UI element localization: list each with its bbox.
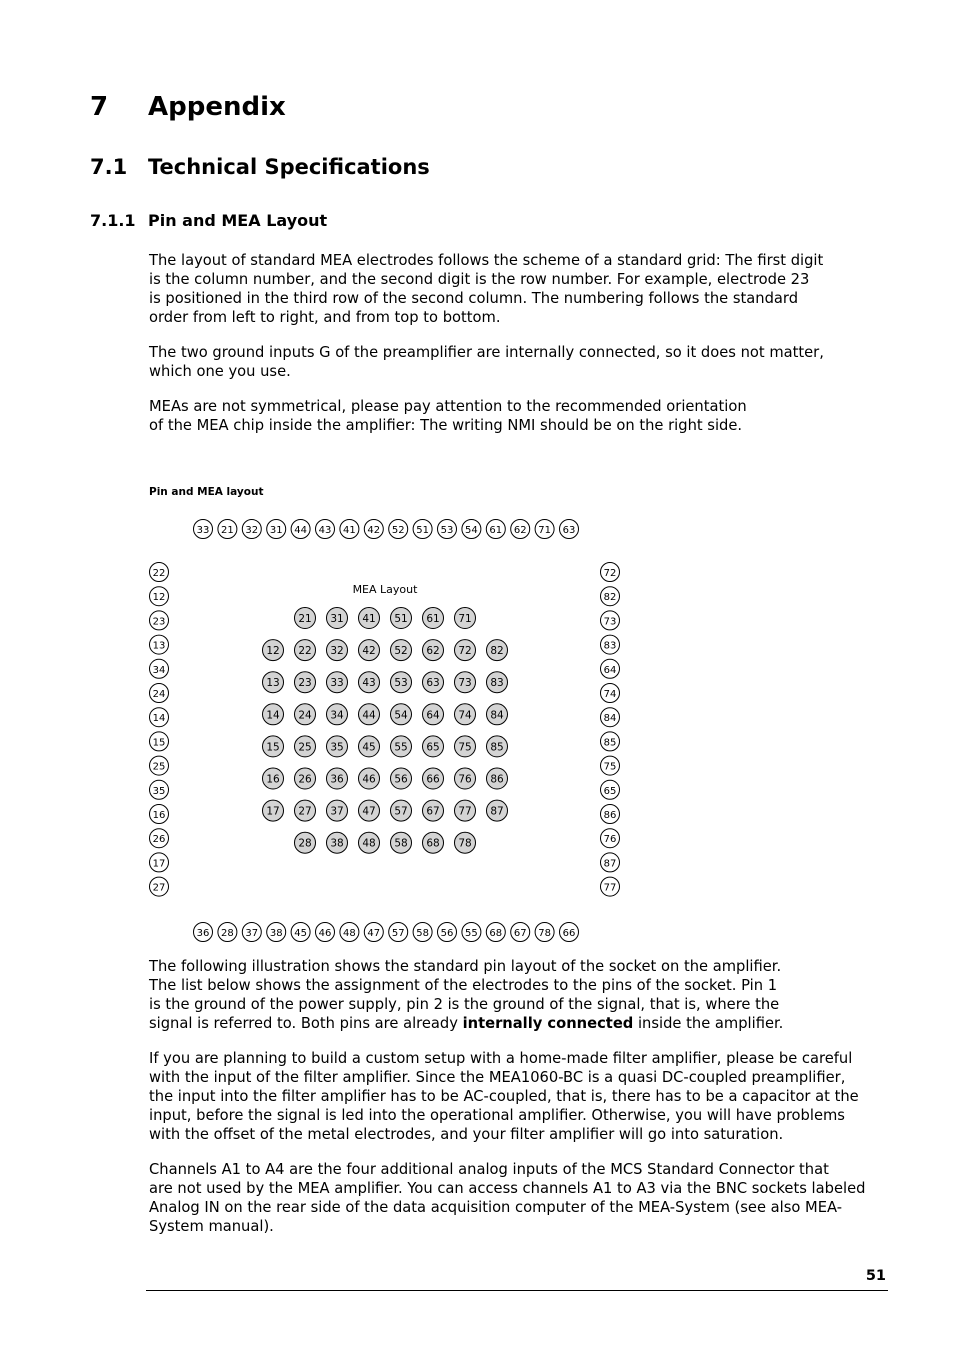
mea-electrode (263, 800, 284, 821)
left-socket-pin (150, 684, 169, 703)
pin-label: 61 (489, 525, 503, 536)
bottom-socket-pin (194, 923, 213, 942)
top-socket-pin (560, 520, 579, 539)
mea-electrode (359, 800, 380, 821)
pin-label: 34 (330, 709, 344, 722)
pin-label: 72 (458, 645, 472, 658)
pin-label: 31 (269, 525, 283, 536)
pin-label: 25 (152, 761, 166, 773)
pin-label: 47 (367, 928, 381, 939)
pin-label: 86 (490, 773, 504, 786)
text-line: input, before the signal is led into the operational amplifier. Otherwise, you will have problems (149, 1107, 845, 1124)
section-number: 7.1 (90, 155, 128, 179)
left-socket-pin (150, 708, 169, 727)
pin-label: 63 (562, 525, 576, 536)
mea-electrode (487, 672, 508, 693)
pin-label: 76 (603, 834, 617, 846)
top-socket-pin (291, 520, 310, 539)
pin-label: 17 (266, 805, 280, 818)
paragraph-socket-pins (149, 957, 879, 1033)
pin-label: 45 (294, 928, 307, 939)
mea-electrode (455, 800, 476, 821)
pin-label: 38 (330, 837, 344, 850)
top-socket-pin (486, 520, 505, 539)
mea-electrode (263, 736, 284, 757)
right-socket-pin (601, 732, 620, 751)
mea-electrode (263, 672, 284, 693)
pin-label: 44 (362, 709, 376, 722)
text-line: with the input of the filter amplifier. Since the MEA1060-BC is a quasi DC-coupled preamplifier, (149, 1069, 846, 1086)
mea-electrode (295, 640, 316, 661)
pin-label: 42 (367, 525, 381, 536)
pin-label: 25 (298, 741, 312, 754)
pin-label: 82 (603, 592, 617, 604)
pin-label: 73 (603, 616, 617, 628)
right-socket-pin (601, 708, 620, 727)
text-line: Channels A1 to A4 are the four additional analog inputs of the MCS Standard Connector that (149, 1161, 829, 1178)
pin-label: 17 (152, 858, 166, 870)
pin-label: 58 (416, 928, 429, 939)
mea-electrode (327, 768, 348, 789)
mea-electrode (487, 768, 508, 789)
pin-label: 82 (490, 645, 504, 658)
text-line: The list below shows the assignment of the electrodes to the pins of the socket. Pin 1 (149, 977, 778, 994)
text-line (149, 1014, 879, 1033)
pin-label: 86 (603, 810, 617, 821)
mea-electrode (327, 640, 348, 661)
mea-electrode (455, 672, 476, 693)
pin-label: 84 (603, 713, 617, 725)
pin-label: 24 (298, 709, 312, 722)
text-line: of the MEA chip inside the amplifier: The writing NMI should be on the right side. (149, 417, 743, 434)
paragraph-analog-channels (149, 1160, 879, 1236)
bottom-socket-pin (316, 923, 335, 942)
pin-label: 34 (152, 664, 166, 676)
pin-label: 36 (196, 928, 210, 939)
left-socket-pin (150, 756, 169, 775)
mea-electrode (263, 768, 284, 789)
pin-label: 16 (266, 773, 280, 786)
left-socket-pin (150, 805, 169, 824)
pin-label: 21 (221, 525, 234, 536)
text-line: The two ground inputs G of the preamplifier are internally connected, so it does not matter, (149, 344, 824, 361)
text-line: The layout of standard MEA electrodes follows the scheme of a standard grid: The first digit (149, 252, 824, 269)
pin-label: 63 (426, 677, 440, 690)
pin-label: 73 (458, 677, 472, 690)
pin-label: 76 (458, 773, 472, 786)
mea-electrode (295, 832, 316, 853)
right-socket-pin (601, 587, 620, 606)
pin-label: 27 (298, 805, 312, 818)
right-socket-pin (601, 659, 620, 678)
pin-label: 87 (490, 805, 504, 818)
mea-electrode (391, 640, 412, 661)
pin-label: 62 (426, 645, 440, 658)
pin-label: 35 (152, 785, 166, 797)
mea-electrode (327, 736, 348, 757)
pin-label: 78 (458, 837, 472, 850)
left-socket-pin (150, 877, 169, 896)
pin-label: 32 (330, 645, 344, 658)
pin-label: 23 (298, 677, 312, 690)
left-socket-pin (150, 611, 169, 630)
bottom-socket-pin (413, 923, 432, 942)
mea-electrode (327, 672, 348, 693)
pin-label: 56 (440, 928, 454, 939)
text-line: which one you use. (149, 363, 291, 380)
pin-label: 61 (426, 613, 440, 625)
mea-electrode (487, 640, 508, 661)
pin-label: 75 (603, 761, 617, 773)
mea-electrode (359, 704, 380, 725)
top-socket-pin (438, 520, 457, 539)
left-socket-pin (150, 780, 169, 799)
pin-label: 77 (458, 805, 472, 818)
paragraph-orientation (149, 397, 879, 435)
right-socket-pin (601, 877, 620, 896)
section-title: Technical Specifications (148, 155, 430, 179)
left-socket-pin (150, 732, 169, 751)
pin-label: 52 (391, 525, 405, 536)
mea-electrode (423, 832, 444, 853)
mea-electrode (359, 672, 380, 693)
section-heading (90, 155, 430, 179)
pin-label: 24 (152, 689, 166, 700)
pin-label: 12 (152, 592, 166, 604)
pin-label: 23 (152, 616, 166, 628)
footer-rule (146, 1290, 888, 1291)
mea-electrode (391, 736, 412, 757)
pin-label: 37 (330, 805, 344, 818)
paragraph-ground-inputs (149, 343, 879, 381)
pin-label: 27 (152, 882, 166, 894)
text-line: is positioned in the third row of the second column. The numbering follows the standard (149, 290, 799, 307)
bottom-socket-pin (535, 923, 554, 942)
pin-label: 58 (394, 837, 408, 850)
pin-label: 65 (426, 741, 440, 754)
right-socket-pin (601, 563, 620, 582)
bottom-socket-pin (340, 923, 359, 942)
pin-label: 64 (426, 709, 440, 722)
chapter-heading (90, 92, 286, 122)
top-socket-pin (511, 520, 530, 539)
left-socket-pin (150, 635, 169, 654)
left-socket-pin (150, 587, 169, 606)
top-socket-pin (316, 520, 335, 539)
bottom-socket-pin (560, 923, 579, 942)
mea-layout-label: MEA Layout (352, 583, 418, 596)
pin-label: 67 (426, 805, 440, 818)
pin-label: 52 (394, 645, 408, 658)
pin-label: 21 (298, 613, 312, 625)
left-socket-pin (150, 829, 169, 848)
pin-label: 33 (196, 525, 210, 536)
mea-electrode (423, 736, 444, 757)
bold-text: internally connected (462, 1015, 634, 1032)
mea-electrode (263, 704, 284, 725)
pin-label: 28 (221, 928, 234, 939)
mea-electrode (455, 704, 476, 725)
pin-label: 13 (152, 640, 166, 652)
pin-label: 67 (513, 928, 527, 939)
pin-label: 43 (318, 525, 332, 536)
top-socket-pin (218, 520, 237, 539)
pin-label: 14 (152, 713, 166, 725)
pin-label: 55 (394, 741, 408, 754)
mea-electrode (295, 608, 316, 629)
mea-electrode (263, 640, 284, 661)
bottom-socket-pin (218, 923, 237, 942)
chapter-title: Appendix (148, 92, 286, 122)
top-socket-pin (535, 520, 554, 539)
pin-label: 35 (330, 741, 344, 754)
mea-electrode (391, 704, 412, 725)
mea-electrode (423, 800, 444, 821)
pin-label: 78 (538, 928, 551, 939)
bottom-socket-pin (242, 923, 261, 942)
pin-label: 84 (490, 709, 504, 722)
mea-electrode (391, 608, 412, 629)
text-segment: inside the amplifier. (633, 1015, 784, 1032)
pin-label: 85 (490, 741, 504, 754)
mea-electrode (295, 768, 316, 789)
text-line: The following illustration shows the standard pin layout of the socket on the amplifier. (149, 958, 782, 975)
text-line: is the column number, and the second digit is the row number. For example, electrode 23 (149, 271, 810, 288)
top-socket-pin (267, 520, 286, 539)
pin-label: 53 (394, 677, 408, 690)
mea-electrode (455, 832, 476, 853)
paragraph-electrode-layout (149, 251, 879, 327)
pin-label: 54 (465, 525, 478, 536)
pin-label: 87 (603, 858, 617, 870)
pin-label: 31 (330, 613, 344, 625)
right-socket-pin (601, 829, 620, 848)
mea-electrode (391, 768, 412, 789)
pin-label: 33 (330, 677, 344, 690)
pin-label: 41 (362, 613, 376, 625)
pin-label: 64 (603, 664, 617, 676)
pin-label: 57 (394, 805, 408, 818)
chapter-number: 7 (90, 92, 109, 122)
mea-electrode (327, 704, 348, 725)
mea-electrode (327, 608, 348, 629)
pin-label: 41 (343, 525, 356, 536)
mea-electrode (391, 672, 412, 693)
pin-label: 37 (245, 928, 259, 939)
pin-label: 38 (269, 928, 283, 939)
mea-electrode (455, 768, 476, 789)
mea-electrode (359, 640, 380, 661)
pin-label: 83 (490, 677, 504, 690)
top-socket-pin (242, 520, 261, 539)
pin-label: 51 (416, 525, 429, 536)
right-socket-pin (601, 780, 620, 799)
pin-label: 68 (426, 837, 440, 850)
bottom-socket-pin (486, 923, 505, 942)
pin-label: 77 (603, 882, 617, 894)
pin-label: 43 (362, 677, 376, 690)
mea-electrode (423, 608, 444, 629)
mea-electrode (359, 608, 380, 629)
text-line: Analog IN on the rear side of the data acquisition computer of the MEA-System (see also MEA- (149, 1199, 843, 1216)
bottom-socket-pin (364, 923, 383, 942)
text-line: System manual). (149, 1218, 274, 1235)
mea-electrode (487, 704, 508, 725)
page-number: 51 (865, 1268, 886, 1284)
pin-label: 71 (538, 525, 551, 536)
mea-electrode (295, 800, 316, 821)
pin-label: 48 (362, 837, 376, 850)
text-line: If you are planning to build a custom setup with a home-made filter amplifier, please be careful (149, 1050, 853, 1067)
pin-label: 85 (603, 737, 617, 749)
pin-label: 75 (458, 741, 472, 754)
right-socket-pin (601, 805, 620, 824)
top-socket-pin (194, 520, 213, 539)
text-line: are not used by the MEA amplifier. You can access channels A1 to A3 via the BNC sockets labeled (149, 1180, 866, 1197)
mea-electrode (391, 832, 412, 853)
top-socket-pin (462, 520, 481, 539)
pin-label: 12 (266, 645, 280, 658)
right-socket-pin (601, 853, 620, 872)
pin-label: 16 (152, 810, 166, 821)
pin-label: 22 (152, 568, 166, 579)
pin-label: 51 (394, 613, 408, 625)
text-line: with the offset of the metal electrodes, and your filter amplifier will go into saturation. (149, 1126, 784, 1143)
pin-label: 74 (603, 689, 617, 700)
pin-label: 22 (298, 645, 312, 658)
pin-label: 71 (458, 613, 472, 625)
bottom-socket-pin (511, 923, 530, 942)
pin-label: 46 (318, 928, 332, 939)
pin-label: 57 (391, 928, 405, 939)
pin-label: 56 (394, 773, 408, 786)
pin-label: 62 (513, 525, 527, 536)
text-line: is the ground of the power supply, pin 2 is the ground of the signal, that is, where the (149, 996, 780, 1013)
figure-title: Pin and MEA layout (149, 486, 264, 498)
pin-mea-layout-diagram (140, 508, 640, 948)
pin-label: 42 (362, 645, 376, 658)
mea-electrode (295, 672, 316, 693)
pin-label: 15 (266, 741, 280, 754)
mea-electrode (359, 736, 380, 757)
text-segment: signal is referred to. Both pins are already (149, 1015, 463, 1032)
pin-label: 66 (426, 773, 440, 786)
mea-electrode (455, 608, 476, 629)
pin-label: 53 (440, 525, 454, 536)
mea-electrode (359, 832, 380, 853)
top-socket-pin (413, 520, 432, 539)
top-socket-pin (389, 520, 408, 539)
pin-label: 36 (330, 773, 344, 786)
mea-electrode (295, 736, 316, 757)
bottom-socket-pin (291, 923, 310, 942)
left-socket-pin (150, 659, 169, 678)
pin-label: 55 (465, 928, 478, 939)
pin-label: 74 (458, 709, 472, 722)
right-socket-pin (601, 611, 620, 630)
mea-electrode (455, 736, 476, 757)
pin-label: 26 (298, 773, 312, 786)
left-socket-pin (150, 853, 169, 872)
text-line: MEAs are not symmetrical, please pay attention to the recommended orientation (149, 398, 747, 415)
mea-electrode (295, 704, 316, 725)
mea-electrode (455, 640, 476, 661)
mea-electrode (391, 800, 412, 821)
pin-label: 44 (294, 525, 307, 536)
pin-label: 47 (362, 805, 376, 818)
right-socket-pin (601, 756, 620, 775)
pin-label: 28 (298, 837, 312, 850)
top-socket-pin (364, 520, 383, 539)
pin-label: 32 (245, 525, 259, 536)
subsection-heading (90, 211, 327, 230)
pin-label: 15 (152, 737, 166, 749)
bottom-socket-pin (438, 923, 457, 942)
bottom-socket-pin (462, 923, 481, 942)
pin-label: 83 (603, 640, 617, 652)
pin-label: 72 (603, 568, 617, 579)
pin-label: 65 (603, 785, 617, 797)
mea-electrode (327, 832, 348, 853)
top-socket-pin (340, 520, 359, 539)
paragraph-filter-amplifier (149, 1049, 879, 1144)
mea-electrode (327, 800, 348, 821)
pin-label: 13 (266, 677, 280, 690)
pin-label: 45 (362, 741, 376, 754)
pin-label: 26 (152, 834, 166, 846)
mea-electrode (423, 768, 444, 789)
pin-label: 14 (266, 709, 280, 722)
subsection-title: Pin and MEA Layout (148, 211, 328, 230)
mea-electrode (487, 800, 508, 821)
mea-electrode (423, 672, 444, 693)
mea-electrode (423, 704, 444, 725)
mea-electrode (487, 736, 508, 757)
pin-label: 46 (362, 773, 376, 786)
text-line: the input into the filter amplifier has to be AC-coupled, that is, there has to be a capacitor at the (149, 1088, 859, 1105)
mea-electrode (359, 768, 380, 789)
subsection-number: 7.1.1 (90, 211, 136, 230)
mea-electrode (423, 640, 444, 661)
right-socket-pin (601, 684, 620, 703)
bottom-socket-pin (389, 923, 408, 942)
pin-label: 68 (489, 928, 503, 939)
right-socket-pin (601, 635, 620, 654)
pin-label: 48 (343, 928, 356, 939)
left-socket-pin (150, 563, 169, 582)
pin-label: 66 (562, 928, 576, 939)
pin-label: 54 (394, 709, 408, 722)
text-line: order from left to right, and from top to bottom. (149, 309, 501, 326)
bottom-socket-pin (267, 923, 286, 942)
